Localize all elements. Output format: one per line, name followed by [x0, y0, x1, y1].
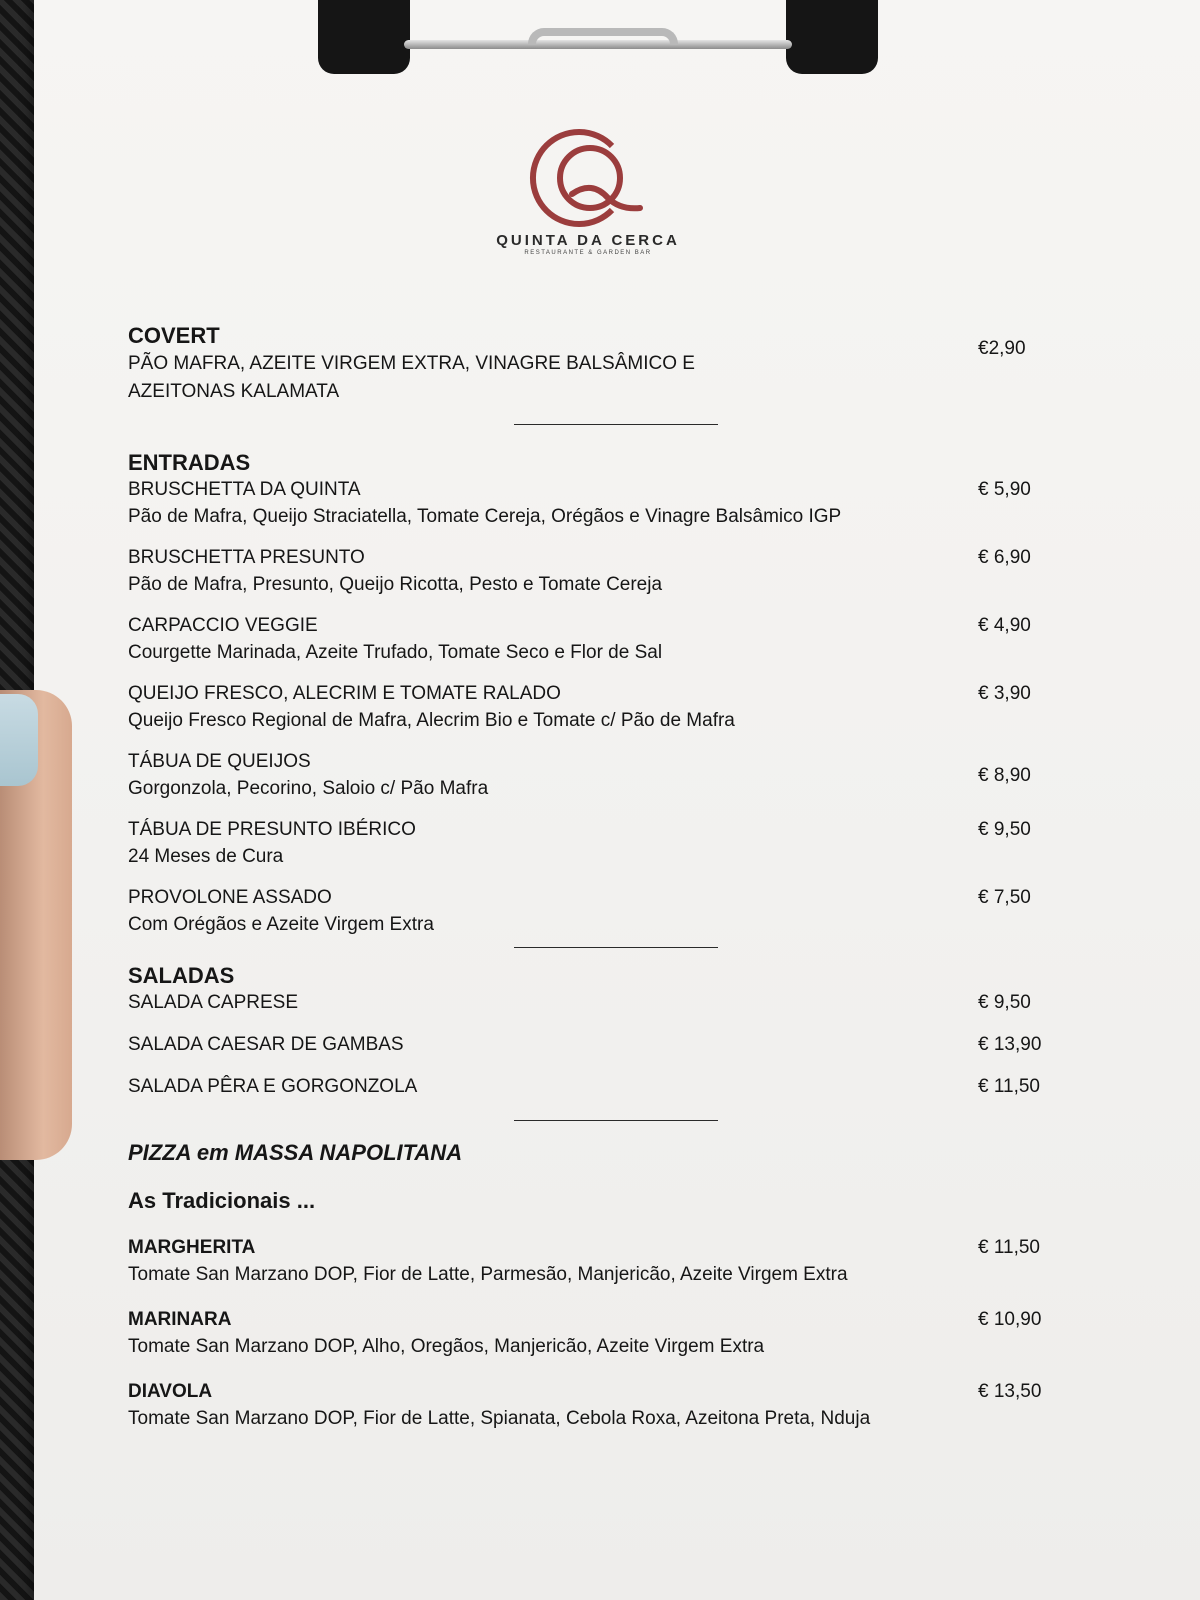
item-description: Courgette Marinada, Azeite Trufado, Tomate Seco e Flor de Sal: [128, 642, 663, 663]
menu-item: [128, 1074, 1068, 1100]
item-name: BRUSCHETTA DA QUINTA: [128, 479, 361, 500]
menu-item: [128, 990, 1068, 1016]
covert-line-1: PÃO MAFRA, AZEITE VIRGEM EXTRA, VINAGRE BALSÂMICO E: [128, 353, 695, 374]
thumb-nail: [0, 694, 38, 786]
menu-item: [128, 681, 1068, 735]
menu-item: [128, 545, 1068, 599]
item-price: € 6,90: [978, 547, 1031, 568]
item-description: Tomate San Marzano DOP, Alho, Oregãos, Manjericão, Azeite Virgem Extra: [128, 1336, 765, 1357]
pizza-subtitle: As Tradicionais ...: [128, 1188, 316, 1213]
clip-wire-bump: [528, 28, 678, 44]
item-price: € 13,90: [978, 1034, 1042, 1055]
menu-item: [128, 1307, 1068, 1361]
item-price: € 9,50: [978, 819, 1031, 840]
item-description: Pão de Mafra, Presunto, Queijo Ricotta, Pesto e Tomate Cereja: [128, 574, 663, 595]
item-name: QUEIJO FRESCO, ALECRIM E TOMATE RALADO: [128, 683, 561, 704]
item-price: € 4,90: [978, 615, 1031, 636]
item-name: MARINARA: [128, 1309, 232, 1330]
item-price: € 11,50: [978, 1076, 1040, 1097]
divider: [514, 424, 718, 425]
menu-item: [128, 885, 1068, 939]
menu-item: [128, 1235, 1068, 1289]
item-price: € 9,50: [978, 992, 1031, 1013]
item-name: BRUSCHETTA PRESUNTO: [128, 547, 365, 568]
item-price: € 5,90: [978, 479, 1031, 500]
menu-item: [128, 749, 1068, 803]
item-price: € 13,50: [978, 1381, 1042, 1402]
item-name: DIAVOLA: [128, 1381, 213, 1402]
item-description: 24 Meses de Cura: [128, 846, 284, 867]
clip-left-post: [318, 0, 410, 74]
item-price: € 3,90: [978, 683, 1031, 704]
item-name: PROVOLONE ASSADO: [128, 887, 332, 908]
item-description: Tomate San Marzano DOP, Fior de Latte, Parmesão, Manjericão, Azeite Virgem Extra: [128, 1264, 848, 1285]
menu-item: [128, 1032, 1068, 1058]
item-name: SALADA PÊRA E GORGONZOLA: [128, 1076, 418, 1097]
brand-subtitle: RESTAURANTE & GARDEN BAR: [524, 250, 652, 256]
item-price: € 11,50: [978, 1237, 1040, 1258]
covert-price: €2,90: [978, 338, 1026, 359]
item-description: Queijo Fresco Regional de Mafra, Alecrim Bio e Tomate c/ Pão de Mafra: [128, 710, 735, 731]
item-description: Com Orégãos e Azeite Virgem Extra: [128, 914, 434, 935]
section-title-entradas: ENTRADAS: [128, 450, 251, 475]
menu-content: [128, 322, 1068, 1433]
clipboard-clip: [318, 0, 878, 80]
menu-item: [128, 1379, 1068, 1433]
item-name: TÁBUA DE PRESUNTO IBÉRICO: [128, 819, 416, 840]
menu-item: [128, 613, 1068, 667]
section-title-covert: COVERT: [128, 323, 220, 348]
covert-section: [128, 322, 1068, 406]
section-title-saladas: SALADAS: [128, 963, 235, 988]
item-price: € 8,90: [978, 765, 1031, 786]
qc-monogram-icon: [528, 128, 648, 228]
item-description: Tomate San Marzano DOP, Fior de Latte, Spianata, Cebola Roxa, Azeitona Preta, Nduja: [128, 1408, 871, 1429]
covert-line-2: AZEITONAS KALAMATA: [128, 381, 340, 402]
item-name: CARPACCIO VEGGIE: [128, 615, 318, 636]
item-description: Pão de Mafra, Queijo Straciatella, Tomate Cereja, Orégãos e Vinagre Balsâmico IGP: [128, 506, 842, 527]
item-name: SALADA CAESAR DE GAMBAS: [128, 1034, 404, 1055]
item-name: SALADA CAPRESE: [128, 992, 299, 1013]
brand-name: QUINTA DA CERCA: [496, 232, 680, 249]
item-name: MARGHERITA: [128, 1237, 256, 1258]
restaurant-logo: [488, 128, 688, 256]
section-title-pizza: PIZZA em MASSA NAPOLITANA: [128, 1140, 463, 1165]
menu-item: [128, 477, 1068, 531]
item-price: € 7,50: [978, 887, 1031, 908]
menu-item: [128, 817, 1068, 871]
divider: [514, 947, 718, 948]
divider: [514, 1120, 718, 1121]
clip-right-post: [786, 0, 878, 74]
item-name: TÁBUA DE QUEIJOS: [128, 751, 311, 772]
item-price: € 10,90: [978, 1309, 1042, 1330]
item-description: Gorgonzola, Pecorino, Saloio c/ Pão Mafra: [128, 778, 489, 799]
